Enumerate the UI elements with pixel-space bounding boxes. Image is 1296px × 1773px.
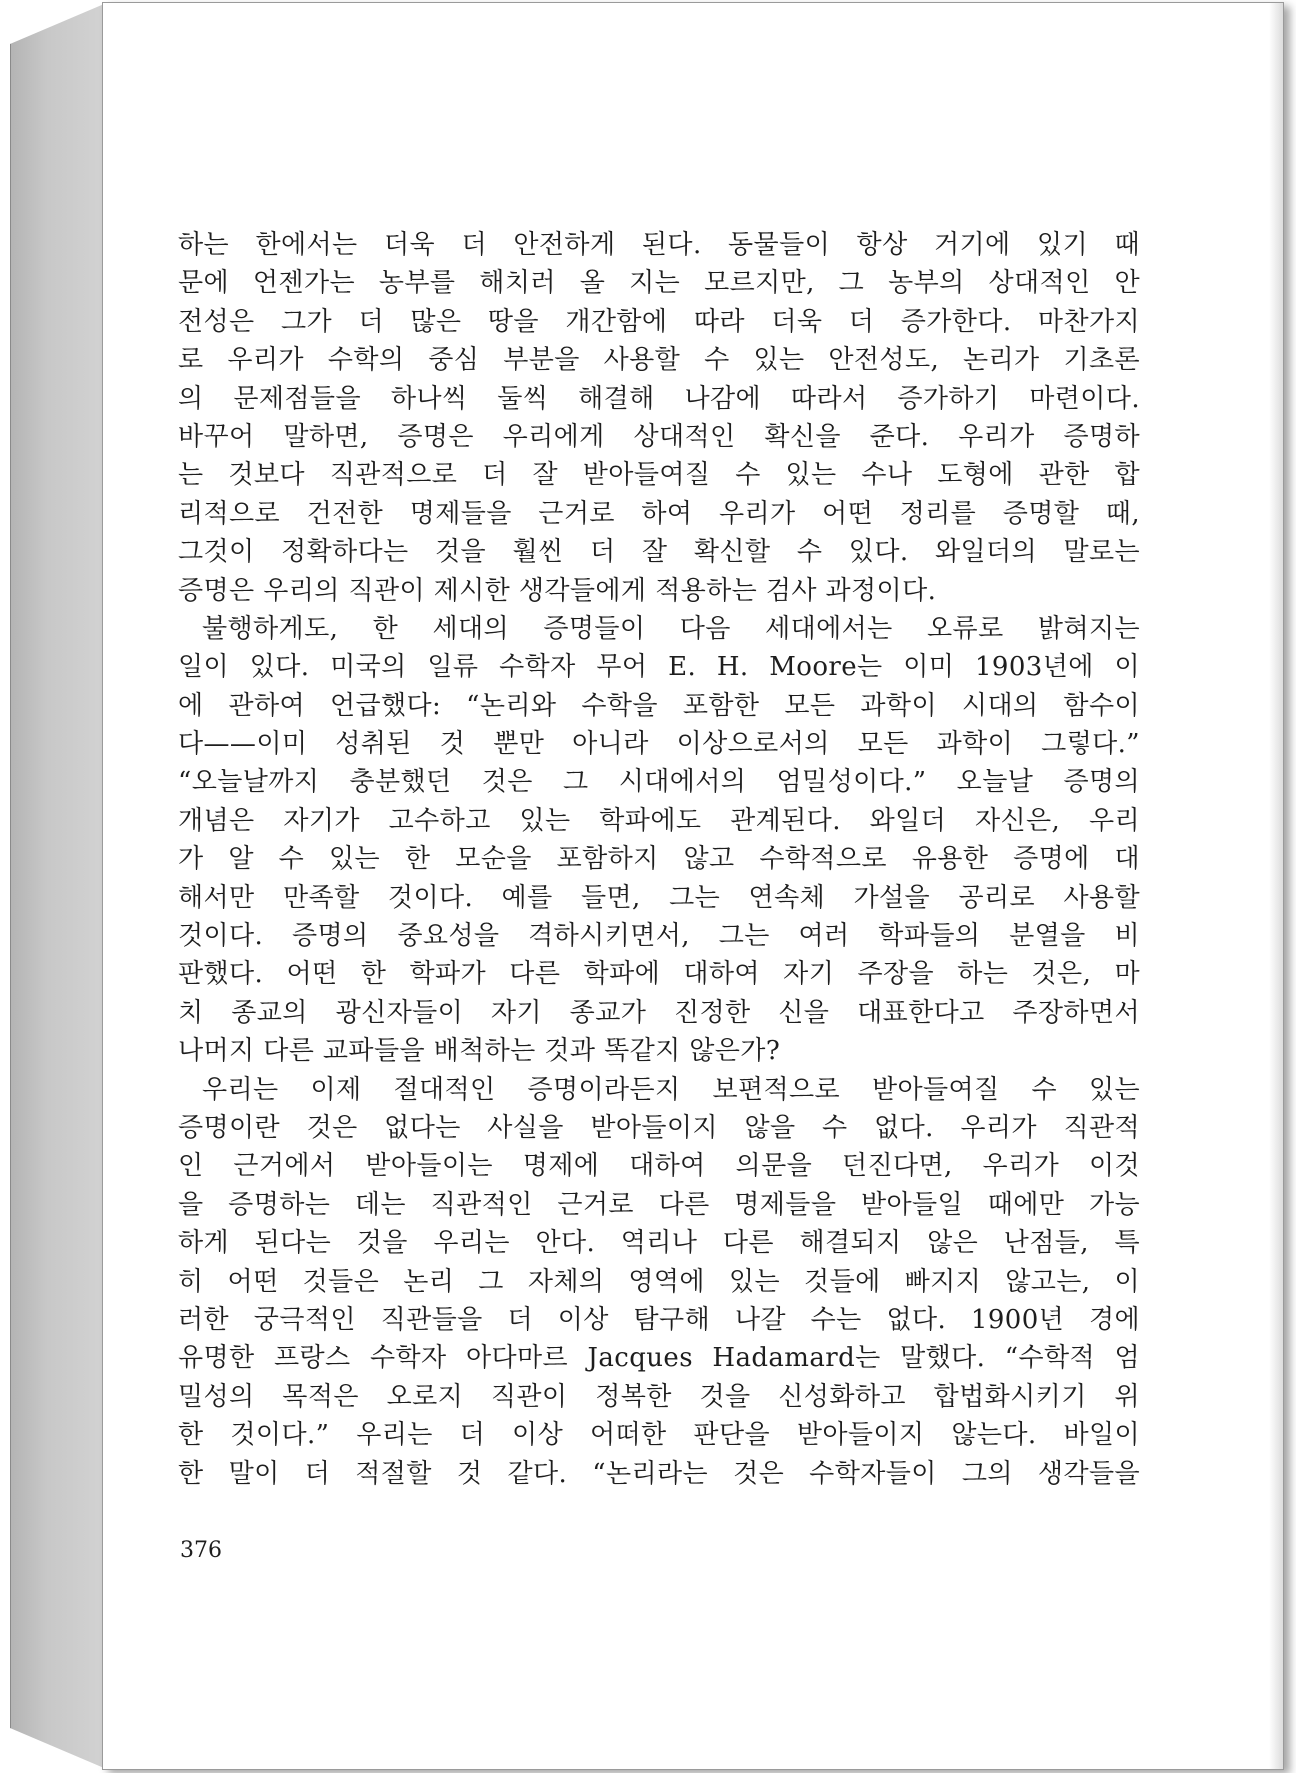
text-line: 다——이미 성취된 것 뿐만 아니라 이상으로서의 모든 과학이 그렇다.” [178,729,1140,760]
text-line: 우리는 이제 절대적인 증명이라든지 보편적으로 받아들여질 수 있는 [202,1074,1140,1105]
text-line: 불행하게도, 한 세대의 증명들이 다음 세대에서는 오류로 밝혀지는 [202,613,1140,644]
text-line: 판했다. 어떤 한 학파가 다른 학파에 대하여 자기 주장을 하는 것은, 마 [178,959,1140,990]
text-line: 러한 궁극적인 직관들을 더 이상 탐구해 나갈 수는 없다. 1900년 경에 [178,1304,1140,1335]
text-line: “오늘날까지 충분했던 것은 그 시대에서의 엄밀성이다.” 오늘날 증명의 [178,767,1140,798]
text-line: 한 것이다.” 우리는 더 이상 어떠한 판단을 받아들이지 않는다. 바일이 [178,1420,1140,1451]
book-spine [10,4,104,1768]
text-line: 전성은 그가 더 많은 땅을 개간함에 따라 더욱 더 증가한다. 마찬가지 [178,306,1140,337]
text-line: 한 말이 더 적절할 것 같다. “논리라는 것은 수학자들이 그의 생각들을 [178,1458,1140,1489]
text-line: 을 증명하는 데는 직관적인 근거로 다른 명제들을 받아들일 때에만 가능 [178,1189,1140,1220]
text-line: 하게 된다는 것을 우리는 안다. 역리나 다른 해결되지 않은 난점들, 특 [178,1228,1140,1259]
text-line: 인 근거에서 받아들이는 명제에 대하여 의문을 던진다면, 우리가 이것 [178,1151,1140,1182]
text-line: 히 어떤 것들은 논리 그 자체의 영역에 있는 것들에 빠지지 않고는, 이 [178,1266,1140,1297]
text-line: 밀성의 목적은 오로지 직관이 정복한 것을 신성화하고 합법화시키기 위 [178,1381,1140,1412]
text-line: 문에 언젠가는 농부를 해치러 올 지는 모르지만, 그 농부의 상대적인 안 [178,268,1140,299]
text-line: 의 문제점들을 하나씩 둘씩 해결해 나감에 따라서 증가하기 마련이다. [178,383,1140,414]
text-line: 는 것보다 직관적으로 더 잘 받아들여질 수 있는 수나 도형에 관한 합 [178,460,1140,491]
text-line: 해서만 만족할 것이다. 예를 들면, 그는 연속체 가설을 공리로 사용할 [178,882,1140,913]
text-line: 그것이 정확하다는 것을 훨씬 더 잘 확신할 수 있다. 와일더의 말로는 [178,537,1140,568]
text-line: 나머지 다른 교파들을 배척하는 것과 똑같지 않은가? [178,1036,781,1067]
text-line: 하는 한에서는 더욱 더 안전하게 된다. 동물들이 항상 거기에 있기 때 [178,230,1140,260]
text-line: 것이다. 증명의 중요성을 격하시키면서, 그는 여러 학파들의 분열을 비 [178,921,1140,952]
text-line: 치 종교의 광신자들이 자기 종교가 진정한 신을 대표한다고 주장하면서 [178,997,1140,1028]
page-edge-shadow [1269,3,1283,1769]
text-line: 에 관하여 언급했다: “논리와 수학을 포함한 모든 과학이 시대의 함수이 [178,690,1140,721]
text-line: 증명은 우리의 직관이 제시한 생각들에게 적용하는 검사 과정이다. [178,575,937,606]
text-line: 증명이란 것은 없다는 사실을 받아들이지 않을 수 없다. 우리가 직관적 [178,1112,1140,1143]
text-line: 로 우리가 수학의 중심 부분을 사용할 수 있는 안전성도, 논리가 기초론 [178,345,1140,376]
page-number: 376 [180,1538,222,1563]
body-text [178,226,1140,1493]
text-line: 일이 있다. 미국의 일류 수학자 무어 E. H. Moore는 이미 1903년에 이 [178,652,1140,683]
text-line: 유명한 프랑스 수학자 아다마르 Jacques Hadamard는 말했다. “수학적 엄 [178,1343,1140,1374]
text-line: 바꾸어 말하면, 증명은 우리에게 상대적인 확신을 준다. 우리가 증명하 [178,421,1140,452]
text-line: 가 알 수 있는 한 모순을 포함하지 않고 수학적으로 유용한 증명에 대 [178,844,1140,875]
text-line: 리적으로 건전한 명제들을 근거로 하여 우리가 어떤 정리를 증명할 때, [178,498,1140,529]
text-line: 개념은 자기가 고수하고 있는 학파에도 관계된다. 와일더 자신은, 우리 [178,805,1140,836]
